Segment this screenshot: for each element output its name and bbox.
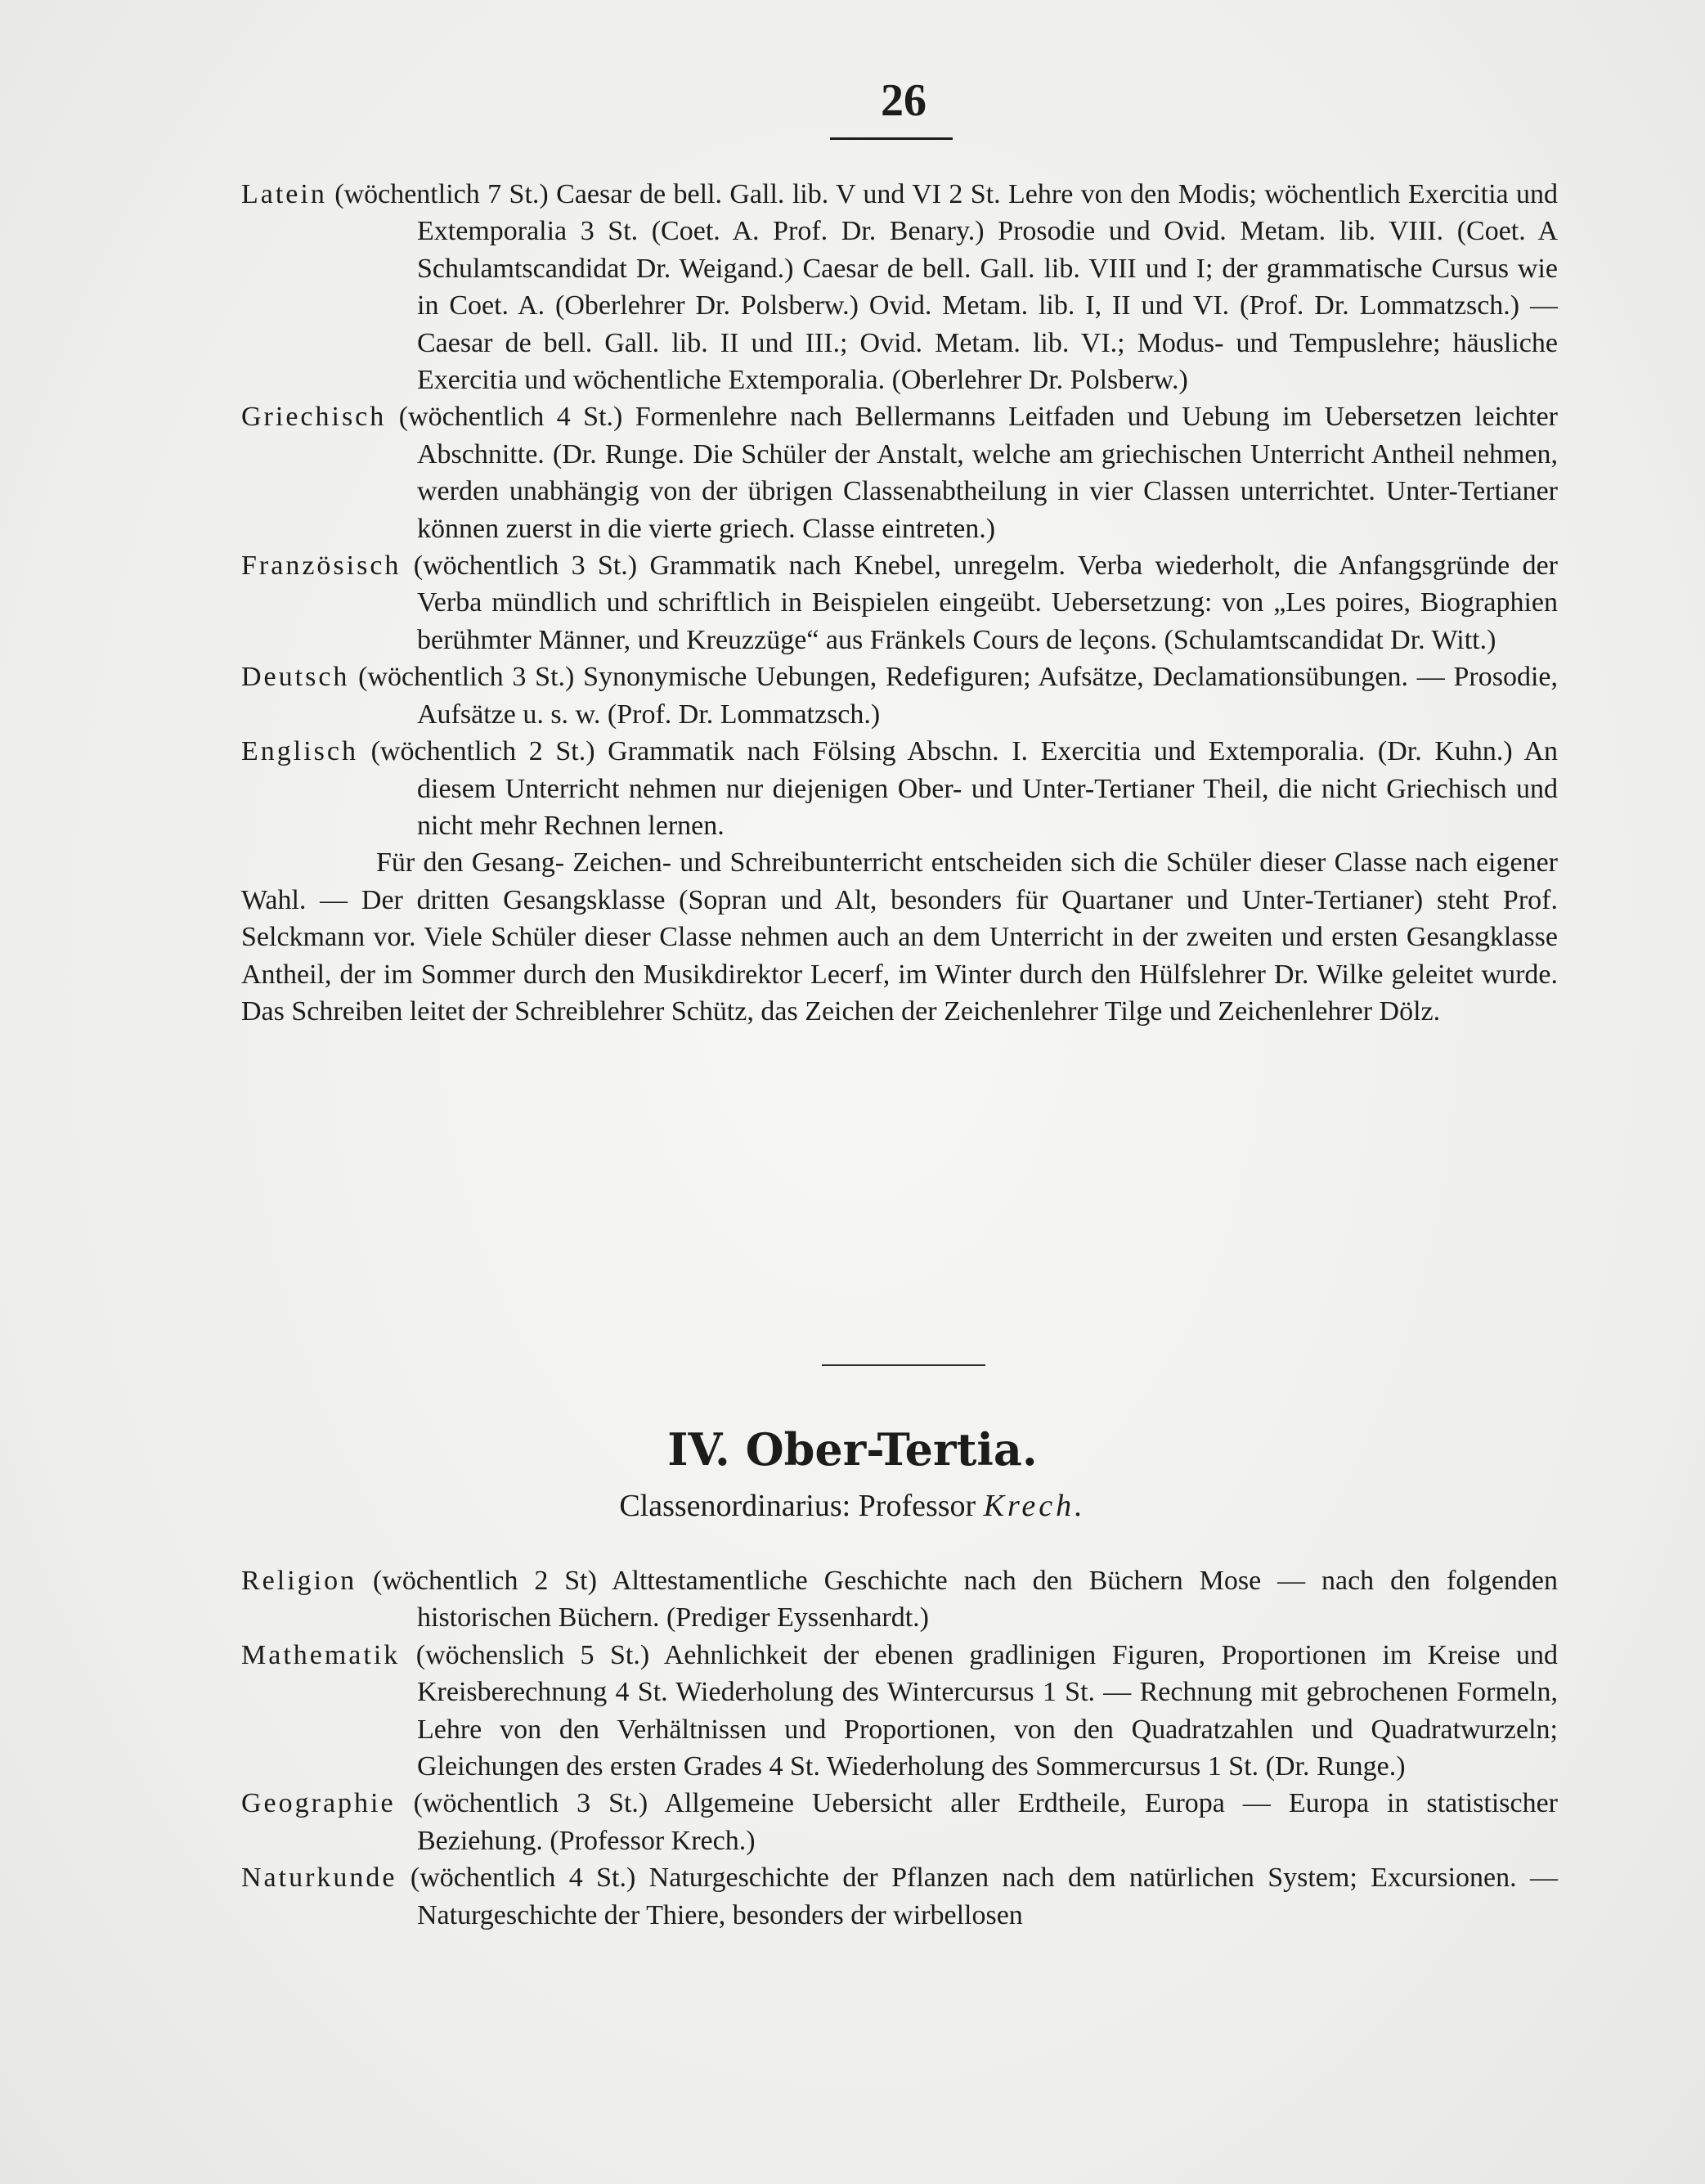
entry-religion-text: (wöchentlich 2 St) Alttestamentliche Geschichte nach den Büchern Mose — nach den folgenden historischen Büchern. (Prediger Eyssenhardt.) bbox=[373, 1566, 1558, 1634]
entry-englisch bbox=[241, 733, 1558, 844]
subject-geographie: Geographie bbox=[241, 1788, 396, 1819]
subject-mathematik: Mathematik bbox=[241, 1639, 401, 1670]
entry-latein-text: (wöchentlich 7 St.) Caesar de bell. Gall. lib. V und VI 2 St. Lehre von den Modis; wöchentlich Exercitia und Extemporalia 3 St. (Coet. A. Prof. Dr. Benary.) Prosodie und Ovid. Metam. lib. VIII. (Coet. A Schulamtscandidat Dr. Weigand.) Caesar de bell. Gall. lib. VIII und I; der grammatische Cursus wie in Coet. A. (Oberlehrer Dr. Polsberw.) Ovid. Metam. lib. I, II und VI. (Prof. Dr. Lommatzsch.) — Caesar de bell. Gall. lib. II und III.; Ovid. Metam. lib. VI.; Modus- und Tempuslehre; häusliche Exercitia und wöchentliche Extemporalia. (Oberlehrer Dr. Polsberw.) bbox=[334, 179, 1559, 396]
curriculum-block-unter-tertia bbox=[241, 176, 1558, 1030]
entry-geographie-text: (wöchentlich 3 St.) Allgemeine Uebersicht aller Erdtheile, Europa — Europa in statistischer Beziehung. (Professor Krech.) bbox=[413, 1788, 1559, 1856]
page-number-rule bbox=[830, 137, 953, 140]
curriculum-block-ober-tertia bbox=[241, 1562, 1558, 1934]
ordinarius-name: Krech. bbox=[983, 1489, 1086, 1523]
entry-naturkunde bbox=[241, 1859, 1558, 1934]
ordinarius-label: Classenordinarius: Professor bbox=[619, 1489, 976, 1523]
entry-naturkunde-text: (wöchentlich 4 St.) Naturgeschichte der Pflanzen nach dem natürlichen System; Excursionen. — Naturgeschichte der Thiere, besonders der wirbellosen bbox=[410, 1863, 1558, 1930]
entry-religion bbox=[241, 1562, 1558, 1637]
entry-englisch-text: (wöchentlich 2 St.) Grammatik nach Fölsing Abschn. I. Exercitia und Extemporalia. (Dr. Kuhn.) An diesem Unterricht nehmen nur diejenigen Ober- und Unter-Tertianer Theil, die nicht Griechisch und nicht mehr Rechnen lernen. bbox=[370, 736, 1558, 841]
entry-deutsch-text: (wöchentlich 3 St.) Synonymische Uebungen, Redefiguren; Aufsätze, Declamationsübungen. — Prosodie, Aufsätze u. s. w. (Prof. Dr. Lommatzsch.) bbox=[358, 662, 1558, 730]
subject-naturkunde: Naturkunde bbox=[241, 1863, 397, 1894]
entry-deutsch bbox=[241, 658, 1558, 733]
subject-religion: Religion bbox=[241, 1566, 357, 1596]
entry-mathematik-text: (wöchenslich 5 St.) Aehnlichkeit der ebenen gradlinigen Figuren, Proportionen im Kreise und Kreisberechnung 4 St. Wiederholung des Wintercursus 1 St. — Rechnung mit gebrochenen Formeln, Lehre von den Verhältnissen und Proportionen, von den Quadratzahlen und Quadratwurzeln; Gleichungen des ersten Grades 4 St. Wiederholung des Sommercursus 1 St. (Dr. Runge.) bbox=[415, 1639, 1558, 1782]
subject-franzoesisch: Französisch bbox=[241, 550, 402, 582]
note-paragraph: Für den Gesang- Zeichen- und Schreibunterricht entscheiden sich die Schüler dieser Classe nach eigener Wahl. — Der dritten Gesangsklasse (Sopran und Alt, besonders für Quartaner und Unter-Tertianer) steht Prof. Selckmann vor. Viele Schüler dieser Classe nehmen auch an dem Unterricht in der zweiten und ersten Gesangklasse Antheil, der im Sommer durch den Musikdirektor Lecerf, im Winter durch den Hülfslehrer Dr. Wilke geleitet wurde. Das Schreiben leitet der Schreiblehrer Schütz, das Zeichen der Zeichenlehrer Tilge und Zeichenlehrer Dölz. bbox=[241, 847, 1558, 1027]
section-divider bbox=[822, 1364, 985, 1366]
entry-geographie bbox=[241, 1785, 1558, 1859]
entry-griechisch-text: (wöchentlich 4 St.) Formenlehre nach Bellermanns Leitfaden und Uebung im Uebersetzen leichter Abschnitte. (Dr. Runge. Die Schüler der Anstalt, welche am griechischen Unterricht Antheil nehmen, werden unabhängig von der übrigen Classenabtheilung in vier Classen unterrichtet. Unter-Tertianer können zuerst in die vierte griech. Classe eintreten.) bbox=[398, 402, 1558, 544]
entry-franzoesisch bbox=[241, 547, 1558, 658]
section-ordinarius bbox=[0, 1490, 1705, 1521]
entry-mathematik bbox=[241, 1637, 1558, 1786]
page-number: 26 bbox=[881, 75, 927, 126]
subject-englisch: Englisch bbox=[241, 736, 358, 767]
subject-latein: Latein bbox=[241, 179, 327, 209]
entry-franzoesisch-text: (wöchentlich 3 St.) Grammatik nach Knebel, unregelm. Verba wiederholt, die Anfangsgründe der Verba mündlich und schriftlich in Beispielen eingeübt. Uebersetzung: von „Les poires, Biographien berühmter Männer, und Kreuzzüge“ aus Fränkels Cours de leçons. (Schulamtscandidat Dr. Witt.) bbox=[413, 550, 1558, 655]
subject-deutsch: Deutsch bbox=[241, 662, 350, 693]
entry-griechisch bbox=[241, 398, 1558, 547]
entry-latein bbox=[241, 176, 1558, 398]
section-title: IV. Ober-Tertia. bbox=[667, 1423, 1038, 1476]
subject-griechisch: Griechisch bbox=[241, 402, 387, 433]
